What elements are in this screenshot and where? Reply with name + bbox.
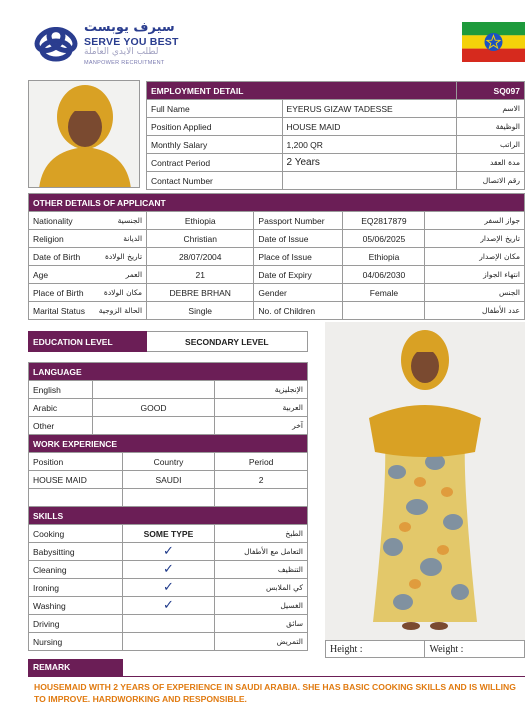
religion-value: Christian — [147, 230, 254, 248]
expiry-label-ar: انتهاء الجواز — [425, 266, 525, 284]
skill-row-cleaning — [29, 561, 308, 579]
skill-row-ironing — [29, 579, 308, 597]
nationality-value: Ethiopia — [147, 212, 254, 230]
salary-value: 1,200 QR — [282, 136, 457, 154]
work-country-value — [122, 489, 215, 507]
detail-row-birth-date — [29, 248, 525, 266]
nursing-label: Nursing — [29, 633, 123, 651]
marital-label: Marital Status — [29, 302, 89, 320]
age-label-ar: العمر — [89, 266, 147, 284]
work-country-value: SAUDI — [122, 471, 215, 489]
driving-label: Driving — [29, 615, 123, 633]
ethiopia-flag-icon — [462, 22, 525, 62]
height-weight-table — [325, 640, 525, 658]
detail-row-age — [29, 266, 525, 284]
language-skills-table — [28, 362, 308, 651]
work-position-value: HOUSE MAID — [29, 471, 123, 489]
remark-title-rule — [123, 659, 525, 677]
dob-label: Date of Birth — [29, 248, 89, 266]
contract-label-ar: مدة العقد — [457, 154, 525, 172]
salary-label-ar: الراتب — [457, 136, 525, 154]
detail-row-marital — [29, 302, 525, 320]
expiry-label: Date of Expiry — [254, 266, 343, 284]
passport-label-ar: جواز السفر — [425, 212, 525, 230]
issue-date-value: 05/06/2025 — [343, 230, 425, 248]
english-label: English — [29, 381, 93, 399]
other-language-label-ar: آخر — [215, 417, 308, 435]
driving-value — [122, 615, 215, 633]
education-table — [28, 331, 308, 352]
issue-place-label-ar: مكان الإصدار — [425, 248, 525, 266]
work-row — [29, 489, 308, 507]
knot-logo-icon — [30, 18, 82, 70]
salary-label: Monthly Salary — [147, 136, 283, 154]
detail-row-nationality — [29, 212, 525, 230]
remark-text: HOUSEMAID WITH 2 YEARS OF EXPERIENCE IN SAUDI ARABIA. SHE HAS BASIC COOKING SKILLS AND IS WILLING TO IMPROVE. HARDWORKING AND RESPONSIBLE. — [34, 682, 516, 704]
work-experience-title: WORK EXPERIENCE — [29, 435, 308, 453]
employment-detail-table — [146, 81, 525, 190]
babysitting-label: Babysitting — [29, 543, 123, 561]
work-row — [29, 471, 308, 489]
issue-place-label: Place of Issue — [254, 248, 343, 266]
dob-value: 28/07/2004 — [147, 248, 254, 266]
age-value: 21 — [147, 266, 254, 284]
contact-label-ar: رقم الاتصال — [457, 172, 525, 190]
arabic-label: Arabic — [29, 399, 93, 417]
washing-label-ar: الغسيل — [215, 597, 308, 615]
children-label: No. of Children — [254, 302, 343, 320]
work-period-value: 2 — [215, 471, 308, 489]
driving-label-ar: سائق — [215, 615, 308, 633]
marital-label-ar: الحالة الزوجية — [89, 302, 147, 320]
gender-value: Female — [343, 284, 425, 302]
remark-title: REMARK — [28, 659, 123, 677]
cleaning-check-icon: ✓ — [122, 561, 215, 579]
nursing-value — [122, 633, 215, 651]
position-label: Position Applied — [147, 118, 283, 136]
work-period-header: Period — [215, 453, 308, 471]
language-row-other — [29, 417, 308, 435]
ironing-label: Ironing — [29, 579, 123, 597]
age-label: Age — [29, 266, 89, 284]
contract-label: Contract Period — [147, 154, 283, 172]
religion-label-ar: الديانة — [89, 230, 147, 248]
detail-row-religion — [29, 230, 525, 248]
ironing-label-ar: كي الملابس — [215, 579, 308, 597]
issue-place-value: Ethiopia — [343, 248, 425, 266]
cleaning-label-ar: التنظيف — [215, 561, 308, 579]
full-name-value: EYERUS GIZAW TADESSE — [282, 100, 457, 118]
skill-row-cooking — [29, 525, 308, 543]
logo-subtitle: MANPOWER RECRUITMENT — [84, 60, 165, 66]
language-row-arabic — [29, 399, 308, 417]
contact-value — [282, 172, 457, 190]
nursing-label-ar: التمريض — [215, 633, 308, 651]
ironing-check-icon: ✓ — [122, 579, 215, 597]
passport-label: Passport Number — [254, 212, 343, 230]
english-value — [92, 381, 214, 399]
english-label-ar: الإنجليزية — [215, 381, 308, 399]
work-period-value — [215, 489, 308, 507]
logo-english-name: SERVE YOU BEST — [84, 36, 179, 48]
issue-date-label-ar: تاريخ الإصدار — [425, 230, 525, 248]
babysitting-label-ar: التعامل مع الأطفال — [215, 543, 308, 561]
skill-row-driving — [29, 615, 308, 633]
gender-label-ar: الجنس — [425, 284, 525, 302]
marital-value: Single — [147, 302, 254, 320]
contract-value: 2 Years — [282, 154, 457, 172]
children-label-ar: عدد الأطفال — [425, 302, 525, 320]
full-name-label-ar: الاسم — [457, 100, 525, 118]
religion-label: Religion — [29, 230, 89, 248]
logo-arabic-tagline: لطلب الايدي العاملة — [84, 47, 159, 57]
skills-title: SKILLS — [29, 507, 308, 525]
dob-label-ar: تاريخ الولادة — [89, 248, 147, 266]
work-position-header: Position — [29, 453, 123, 471]
skill-row-nursing — [29, 633, 308, 651]
applicant-portrait-photo — [28, 80, 140, 188]
applicant-full-body-photo — [325, 322, 525, 640]
contact-label: Contact Number — [147, 172, 283, 190]
other-language-label: Other — [29, 417, 93, 435]
arabic-label-ar: العربية — [215, 399, 308, 417]
work-country-header: Country — [122, 453, 215, 471]
weight-label: Weight : — [425, 641, 525, 658]
skill-row-babysitting — [29, 543, 308, 561]
birth-place-value: DEBRE BRHAN — [147, 284, 254, 302]
detail-row-birth-place — [29, 284, 525, 302]
position-value: HOUSE MAID — [282, 118, 457, 136]
babysitting-check-icon: ✓ — [122, 543, 215, 561]
birth-place-label: Place of Birth — [29, 284, 89, 302]
birth-place-label-ar: مكان الولادة — [89, 284, 147, 302]
language-row-english — [29, 381, 308, 399]
expiry-value: 04/06/2030 — [343, 266, 425, 284]
cooking-label-ar: الطبخ — [215, 525, 308, 543]
cooking-label: Cooking — [29, 525, 123, 543]
other-details-table — [28, 193, 525, 320]
language-title: LANGUAGE — [29, 363, 308, 381]
full-name-label: Full Name — [147, 100, 283, 118]
logo-arabic-name: سيرف يوبست — [84, 20, 175, 35]
work-position-value — [29, 489, 123, 507]
cleaning-label: Cleaning — [29, 561, 123, 579]
work-header-row — [29, 453, 308, 471]
cooking-value: SOME TYPE — [122, 525, 215, 543]
applicant-code: SQ097 — [457, 82, 525, 100]
arabic-value: GOOD — [92, 399, 214, 417]
position-label-ar: الوظيفة — [457, 118, 525, 136]
issue-date-label: Date of Issue — [254, 230, 343, 248]
other-language-value — [92, 417, 214, 435]
education-label: EDUCATION LEVEL — [29, 332, 147, 352]
gender-label: Gender — [254, 284, 343, 302]
employment-detail-title: EMPLOYMENT DETAIL — [147, 82, 457, 100]
washing-label: Washing — [29, 597, 123, 615]
washing-check-icon: ✓ — [122, 597, 215, 615]
nationality-label-ar: الجنسية — [89, 212, 147, 230]
passport-value: EQ2817879 — [343, 212, 425, 230]
skill-row-washing — [29, 597, 308, 615]
education-value: SECONDARY LEVEL — [146, 332, 307, 352]
nationality-label: Nationality — [29, 212, 89, 230]
other-details-title: OTHER DETAILS OF APPLICANT — [29, 194, 525, 212]
height-label: Height : — [326, 641, 425, 658]
children-value — [343, 302, 425, 320]
